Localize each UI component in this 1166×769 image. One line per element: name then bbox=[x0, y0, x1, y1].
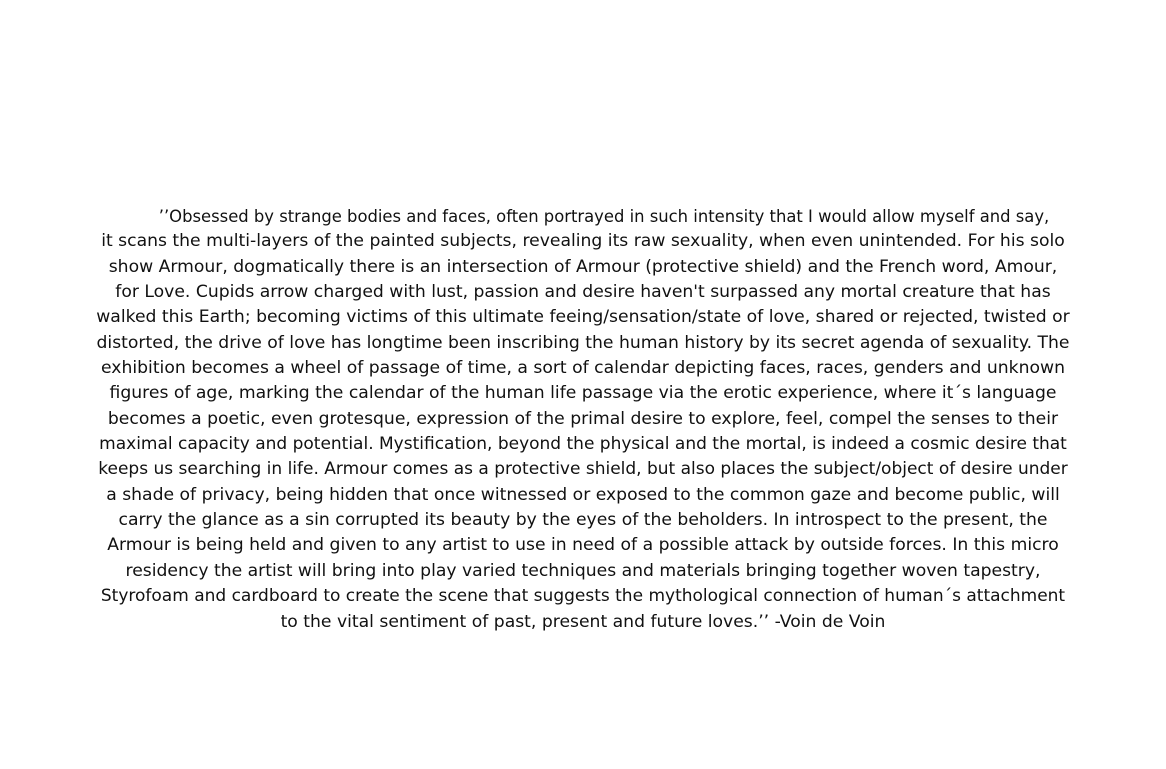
quote-line: keeps us searching in life. Armour comes as a protective shield, but also places the subject/object of desire under bbox=[98, 459, 1068, 480]
quote-line-attribution: to the vital sentiment of past, present and future loves.’’ -Voin de Voin bbox=[280, 611, 886, 632]
quote-line: figures of age, marking the calendar of the human life passage via the erotic experience, where it´s language bbox=[109, 383, 1057, 404]
quote-line: Armour is being held and given to any artist to use in need of a possible attack by outside forces. In this micro bbox=[107, 535, 1059, 556]
quote-paragraph bbox=[96, 204, 1070, 635]
quote-line: show Armour, dogmatically there is an intersection of Armour (protective shield) and the French word, Amour, bbox=[108, 256, 1058, 277]
quote-line: maximal capacity and potential. Mystification, beyond the physical and the mortal, is indeed a cosmic desire that bbox=[99, 434, 1067, 455]
quote-line: ’’Obsessed by strange bodies and faces, often portrayed in such intensity that I would allow myself and say, bbox=[158, 207, 1050, 226]
quote-line: a shade of privacy, being hidden that once witnessed or exposed to the common gaze and become public, will bbox=[106, 484, 1060, 505]
quote-line: becomes a poetic, even grotesque, expression of the primal desire to explore, feel, compel the senses to their bbox=[107, 408, 1059, 429]
quote-line: Styrofoam and cardboard to create the scene that suggests the mythological connection of human´s attachment bbox=[100, 586, 1066, 607]
quote-line: walked this Earth; becoming victims of this ultimate feeing/sensation/state of love, shared or rejected, twisted or bbox=[96, 307, 1070, 328]
quote-line: for Love. Cupids arrow charged with lust, passion and desire haven't surpassed any mortal creature that has bbox=[115, 282, 1051, 303]
quote-line: exhibition becomes a wheel of passage of time, a sort of calendar depicting faces, races, genders and unknown bbox=[101, 358, 1065, 379]
quote-line: residency the artist will bring into play varied techniques and materials bringing together woven tapestry, bbox=[125, 560, 1041, 581]
quote-line: it scans the multi-layers of the painted subjects, revealing its raw sexuality, when even unintended. For his solo bbox=[101, 231, 1065, 252]
quote-line: carry the glance as a sin corrupted its beauty by the eyes of the beholders. In introspect to the present, the bbox=[118, 510, 1048, 531]
quote-line: distorted, the drive of love has longtime been inscribing the human history by its secret agenda of sexuality. The bbox=[96, 332, 1070, 353]
